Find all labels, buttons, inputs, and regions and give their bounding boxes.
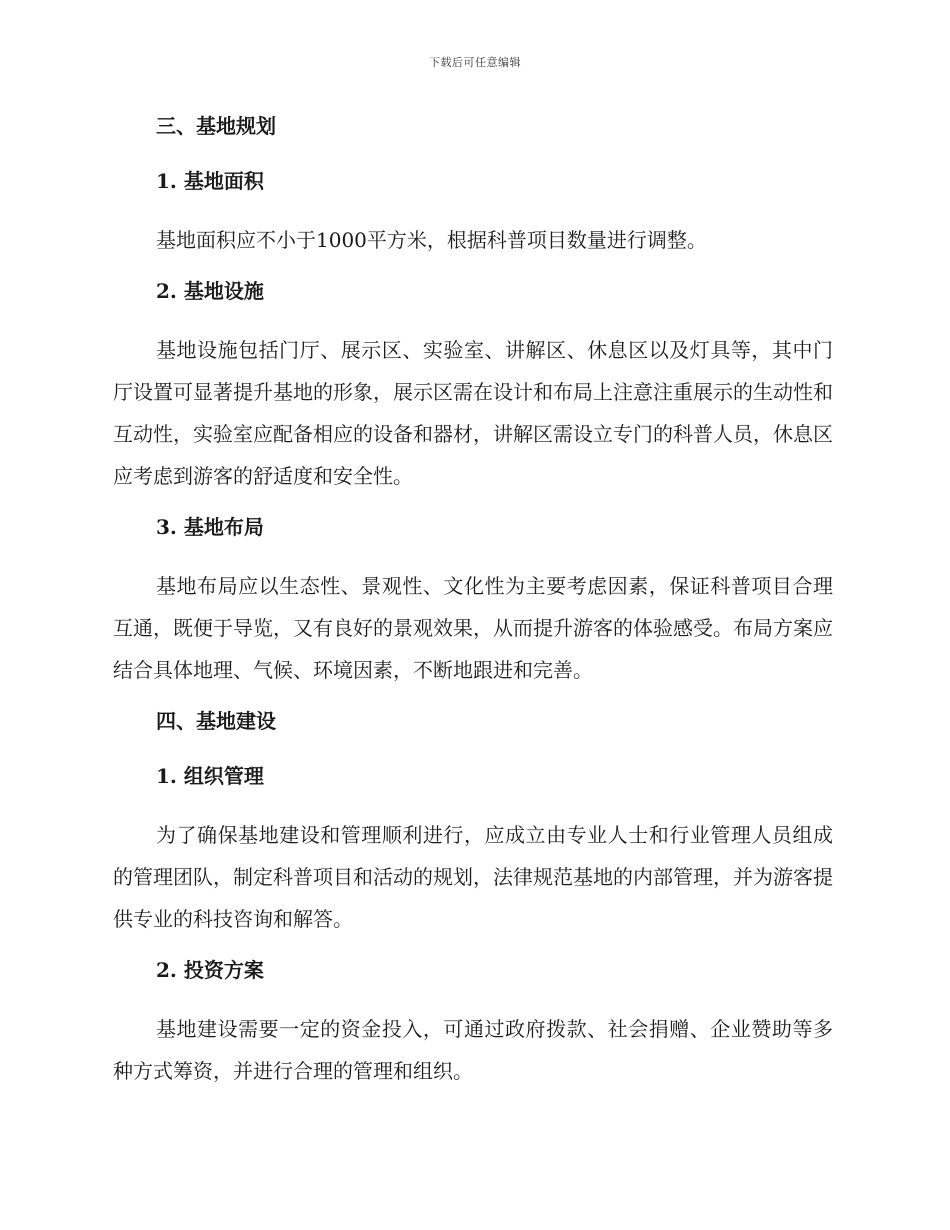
- subheading-area: 1. 基地面积: [156, 169, 264, 193]
- subheading-management: 1. 组织管理: [156, 764, 264, 788]
- section-heading-planning: 三、基地规划: [156, 114, 276, 138]
- subheading-investment: 2. 投资方案: [156, 958, 264, 982]
- paragraph-management: 为了确保基地建设和管理顺利进行，应成立由专业人士和行业管理人员组成的管理团队，制定科普项目和活动的规划，法律规范基地的内部管理，并为游客提供专业的科技咨询和解答。: [113, 823, 833, 931]
- paragraph-facilities: 基地设施包括门厅、展示区、实验室、讲解区、休息区以及灯具等，其中门厅设置可显著提升基地的形象，展示区需在设计和布局上注意注重展示的生动性和互动性，实验室应配备相应的设备和器材，讲解区需设立专门的科普人员，休息区应考虑到游客的舒适度和安全性。: [113, 338, 833, 488]
- header-note: 下载后可任意编辑: [429, 56, 521, 69]
- subheading-facilities: 2. 基地设施: [156, 279, 264, 303]
- paragraph-layout: 基地布局应以生态性、景观性、文化性为主要考虑因素，保证科普项目合理互通，既便于导览，又有良好的景观效果，从而提升游客的体验感受。布局方案应结合具体地理、气候、环境因素，不断地跟进和完善。: [113, 574, 833, 682]
- document-content: [113, 109, 833, 1105]
- subheading-layout: 3. 基地布局: [156, 515, 264, 539]
- paragraph-investment: 基地建设需要一定的资金投入，可通过政府拨款、社会捐赠、企业赞助等多种方式筹资，并进行合理的管理和组织。: [113, 1017, 833, 1083]
- section-heading-construction: 四、基地建设: [156, 709, 276, 733]
- paragraph-area: 基地面积应不小于1000平方米，根据科普项目数量进行调整。: [156, 228, 707, 252]
